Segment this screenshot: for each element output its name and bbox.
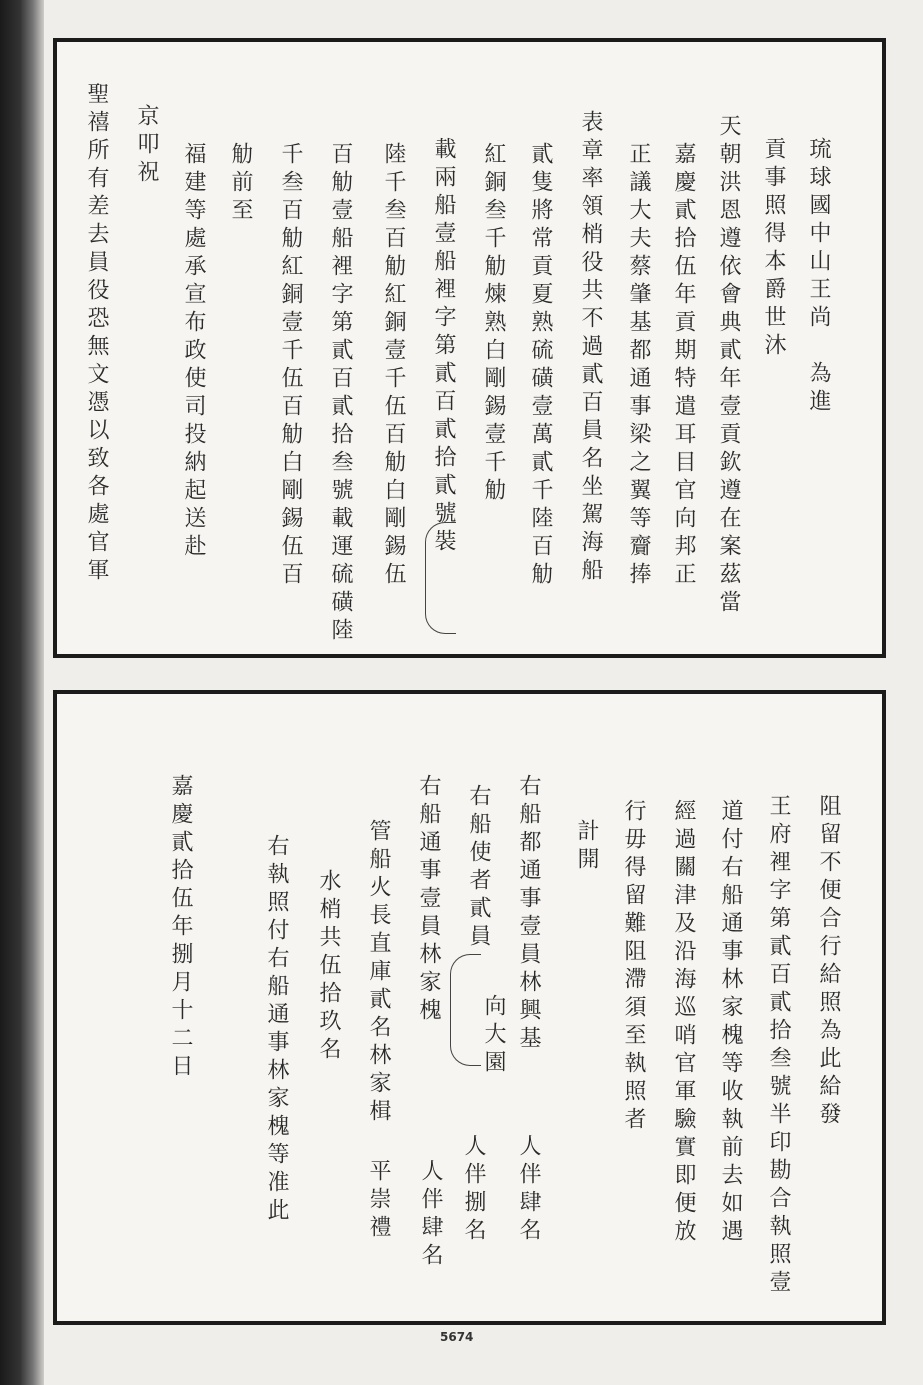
text-column: 琉球國中山王尚 為進 [806,137,831,417]
text-column: 聖禧所有差去員役恐無文憑以致各處官軍 [84,82,109,586]
text-column: 右船都通事壹員林興基 [516,774,541,1054]
book-binding-edge [0,0,44,1385]
text-column: 陸千叁百觔紅銅壹千伍百觔白剛錫伍 [381,142,406,590]
text-column: 嘉慶貳拾伍年貢期特遣耳目官向邦正 [671,142,696,590]
text-column: 人伴肆名 [516,1134,541,1246]
text-column: 紅銅叁千觔煉熟白剛錫壹千觔 [481,142,506,506]
text-column: 王府裡字第貳百貳拾叁號半印勘合執照壹 [766,794,791,1298]
text-column: 計開 [574,819,599,875]
page-number: 5674 [440,1330,474,1344]
text-column: 道付右船通事林家槐等收執前去如遇 [718,799,743,1247]
text-column: 右船使者貳員 [466,784,491,952]
text-column: 千叁百觔紅銅壹千伍百觔白剛錫伍百 [278,142,303,590]
text-column: 人伴肆名 [418,1159,443,1271]
document-panel-bottom [53,690,886,1325]
text-column: 百觔壹船裡字第貳百貳拾叁號載運硫磺陸 [328,142,353,646]
text-column: 平崇禮 [366,1159,391,1243]
text-column: 右船通事壹員林家槐 [416,774,441,1026]
text-column: 表章率領梢役共不過貳百員名坐駕海船 [578,110,603,586]
text-column: 行毋得留難阻滯須至執照者 [621,799,646,1135]
date-column: 嘉慶貳拾伍年捌月十二日 [168,774,193,1082]
text-column: 向大園 [481,994,506,1078]
bracket-mark [450,954,481,1066]
text-column: 阻留不便合行給照為此給發 [816,794,841,1130]
text-column: 管船火長直庫貳名林家楫 [366,819,391,1127]
text-column: 水梢共伍拾玖名 [316,869,341,1065]
text-column: 貳隻將常貢夏熟硫磺壹萬貳千陸百觔 [528,142,553,590]
document-panel-top [53,38,886,658]
text-column: 觔前至 [228,142,253,226]
text-column: 正議大夫蔡肇基都通事梁之翼等齎捧 [626,142,651,590]
text-column: 右執照付右船通事林家槐等准此 [264,834,289,1226]
text-column: 天朝洪恩遵依會典貳年壹貢欽遵在案茲當 [716,114,741,618]
text-column: 人伴捌名 [461,1134,486,1246]
text-column: 載兩船壹船裡字第貳百貳拾貳號裝 [431,137,456,557]
text-column: 經過關津及沿海巡哨官軍驗實即便放 [671,799,696,1247]
text-column: 福建等處承宣布政使司投納起送赴 [181,142,206,562]
bracket-mark [425,522,456,634]
text-column: 京叩祝 [134,104,159,188]
text-column: 貢事照得本爵世沐 [761,137,786,361]
